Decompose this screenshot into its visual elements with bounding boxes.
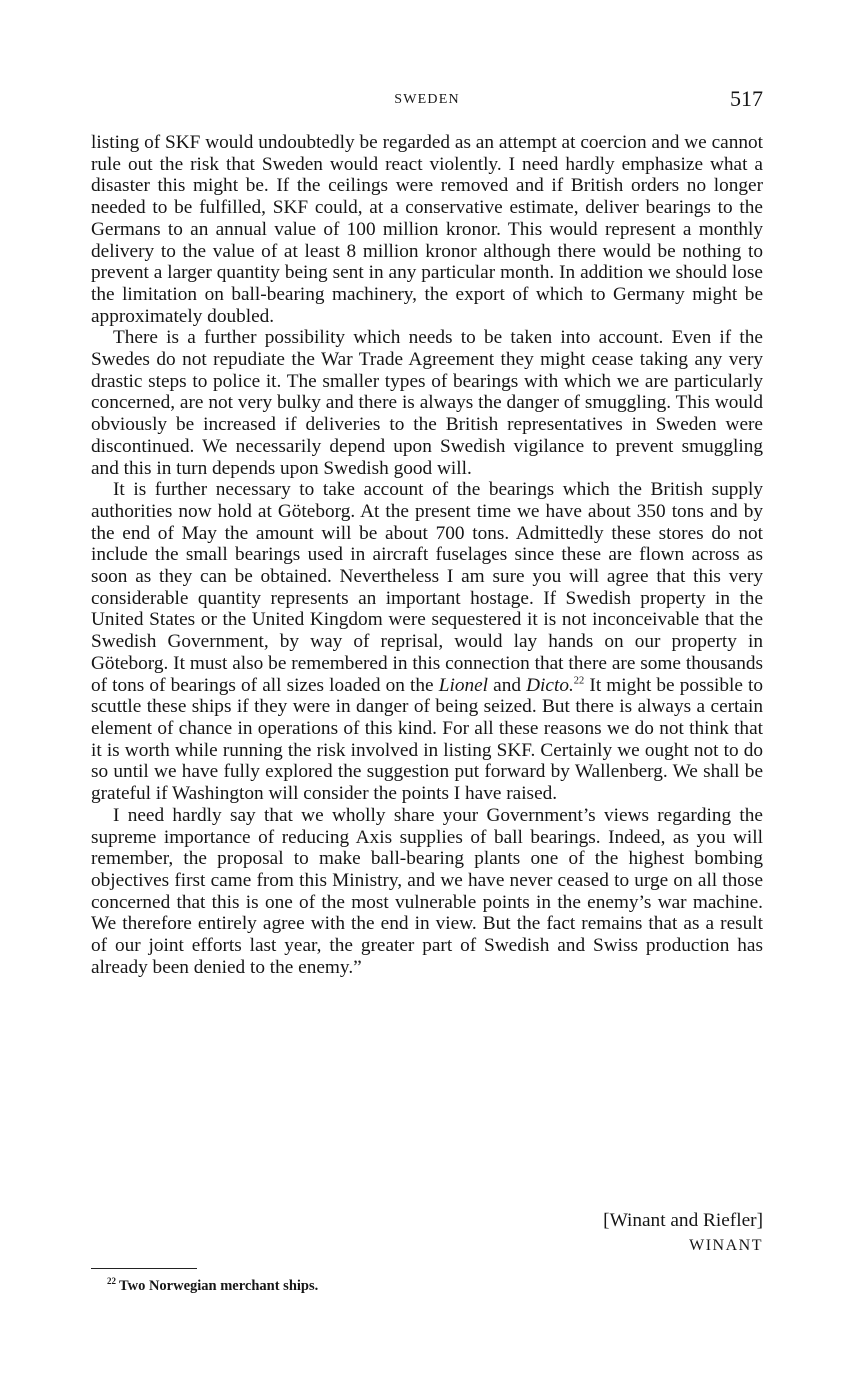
paragraph-1: listing of SKF would undoubtedly be regarded as an attempt at coercion and we cannot rule out the risk that Sweden would react violently. I need hardly emphasize what a disaster this might be. If the ceilings were removed and if British orders no longer needed to be fulfilled, SKF could, at a conservative estimate, deliver bearings to the Germans to an annual value of 100 million kronor. This would represent a monthly delivery to the value of at least 8 million kronor although there would be nothing to prevent a larger quantity being sent in any particular month. In addition we should lose the limitation on ball-bearing machinery, the export of which to Germany might be approximately doubled. bbox=[91, 132, 763, 327]
ship-name-lionel: Lionel bbox=[438, 674, 489, 696]
paragraph-3-text-a: It is further necessary to take account of the bearings which the British supply authorities now hold at Göteborg. At the present time we have about 350 tons and by the end of May the amount will be about 700 tons. Admittedly these stores do not include the small bearings used in aircraft fuselages since these are flown across as soon as they can be obtained. Nevertheless I am sure you will agree that this very considerable quantity represents an important hostage. If Swedish property in the United States or the United Kingdom were sequestered it is not inconceivable that the Swedish Government, by way of reprisal, would lay hands on our property in Göteborg. It must also be remembered in this connection that there are some thousands of tons of bearings of all sizes loaded on the bbox=[91, 479, 763, 696]
footnote-divider bbox=[91, 1268, 197, 1269]
paragraph-4: I need hardly say that we wholly share your Government’s views regarding the supreme importance of reducing Axis supplies of ball bearings. Indeed, as you will remember, the proposal to make ball-bearing plants one of the highest bombing objectives first came from this Ministry, and we have never ceased to urge on all those concerned that this is one of the most vulnerable points in the enemy’s war machine. We therefore entirely agree with the end in view. But the fact remains that as a result of our joint efforts last year, the greater part of Swedish and Swiss production has already been denied to the enemy.” bbox=[91, 804, 763, 978]
paragraph-2: There is a further possibility which needs to be taken into account. Even if the Swedes do not repudiate the War Trade Agreement they might cease taking any very drastic steps to police it. The smaller types of bearings with which we are particularly concerned, are not very bulky and there is always the danger of smuggling. This would obviously be increased if deliveries to the British representatives in Sweden were discontinued. We necessarily depend upon Swedish vigilance to prevent smuggling and this in turn depends upon Swedish good will. bbox=[91, 327, 763, 479]
drafters-note: [Winant and Riefler] bbox=[603, 1210, 763, 1231]
page-number: 517 bbox=[730, 86, 763, 111]
signature-block bbox=[603, 1208, 763, 1258]
body-text bbox=[91, 132, 763, 978]
running-head bbox=[91, 86, 763, 116]
footnote-number: 22 bbox=[107, 1276, 116, 1286]
footnote-reference[interactable]: 22 bbox=[573, 675, 585, 687]
conjunction: and bbox=[493, 674, 521, 696]
paragraph-3 bbox=[91, 479, 763, 805]
paragraph-3-text-b: It might be possible to scuttle these ships if they were in danger of being seized. But there is always a certain element of chance in operations of this kind. For all these reasons we do not think that it is worth while running the risk involved in listing SKF. Certainly we ought not to do so until we have fully explored the suggestion put forward by Wallenberg. We shall be grateful if Washington will consider the points I have raised. bbox=[91, 674, 764, 805]
footnote-text: Two Norwegian merchant ships. bbox=[119, 1277, 319, 1294]
signer-name: WINANT bbox=[689, 1237, 763, 1254]
ship-name-dicto: Dicto. bbox=[526, 674, 574, 696]
footnote bbox=[107, 1276, 318, 1295]
running-title: SWEDEN bbox=[394, 92, 460, 107]
